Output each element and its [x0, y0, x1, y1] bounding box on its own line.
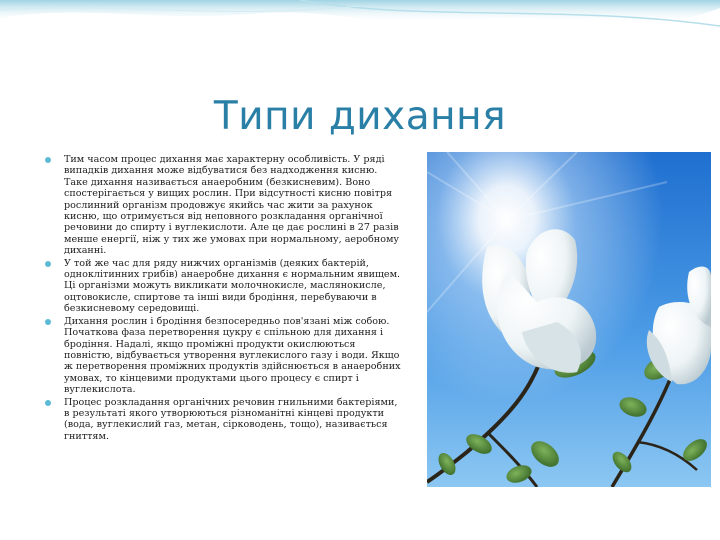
bullet-item: [44, 258, 404, 315]
bullet-icon: [44, 399, 52, 407]
bullet-icon: [44, 260, 52, 268]
slide-title: Типи дихання: [213, 94, 507, 139]
header-wave-decoration: [0, 0, 720, 60]
bullet-text: Процес розкладання органічних речовин гнильними бактеріями, в результаті якого утворюються різноманітні кінцеві продукти (вода, вуглекислий газ, метан, сірководень, тощо), називається гниттям.: [64, 396, 398, 442]
bullet-icon: [44, 318, 52, 326]
bullet-text: Тим часом процес дихання має характерну особливість. У ряді випадків дихання може відбуватися без надходження кисню. Таке дихання називається анаеробним (безкисневим). Воно спостерігається у вищих рослин. При відсутності кисню повітря рослинний організм продовжує якийсь час жити за рахунок кисню, що отримується від неповного розкладання органічної речовини до спирту і вуглекислоти. Але це дає рослині в 27 разів менше енергії, ніж у тих же умовах при нормальному, аеробному диханні.: [64, 154, 400, 257]
bullet-item: [44, 316, 404, 396]
bullet-list: [44, 154, 404, 443]
bullet-icon: [44, 156, 52, 164]
bullet-item: [44, 154, 404, 257]
bullet-text: У той же час для ряду нижчих організмів (деяких бактерій, одноклітинних грибів) анаеробне дихання є нормальним явищем. Ці організми можуть викликати молочнокисле, маслянокисле, оцтовокисле, спиртове та інші види бродіння, перебуваючи в безкисневому середовищі.: [64, 257, 401, 315]
flower-photo: [427, 152, 711, 487]
bullet-text: Дихання рослин і бродіння безпосередньо пов'язані між собою. Початкова фаза перетворення цукру є спільною для дихання і бродіння. Надалі, якщо проміжні продукти окислюються повністю, відбувається утворення вуглекислого газу і води. Якщо ж перетворення проміжних продуктів здійснюється в анаеробних умовах, то кінцевими продуктами цього процесу є спирт і вуглекислота.: [64, 315, 401, 396]
bullet-item: [44, 397, 404, 443]
